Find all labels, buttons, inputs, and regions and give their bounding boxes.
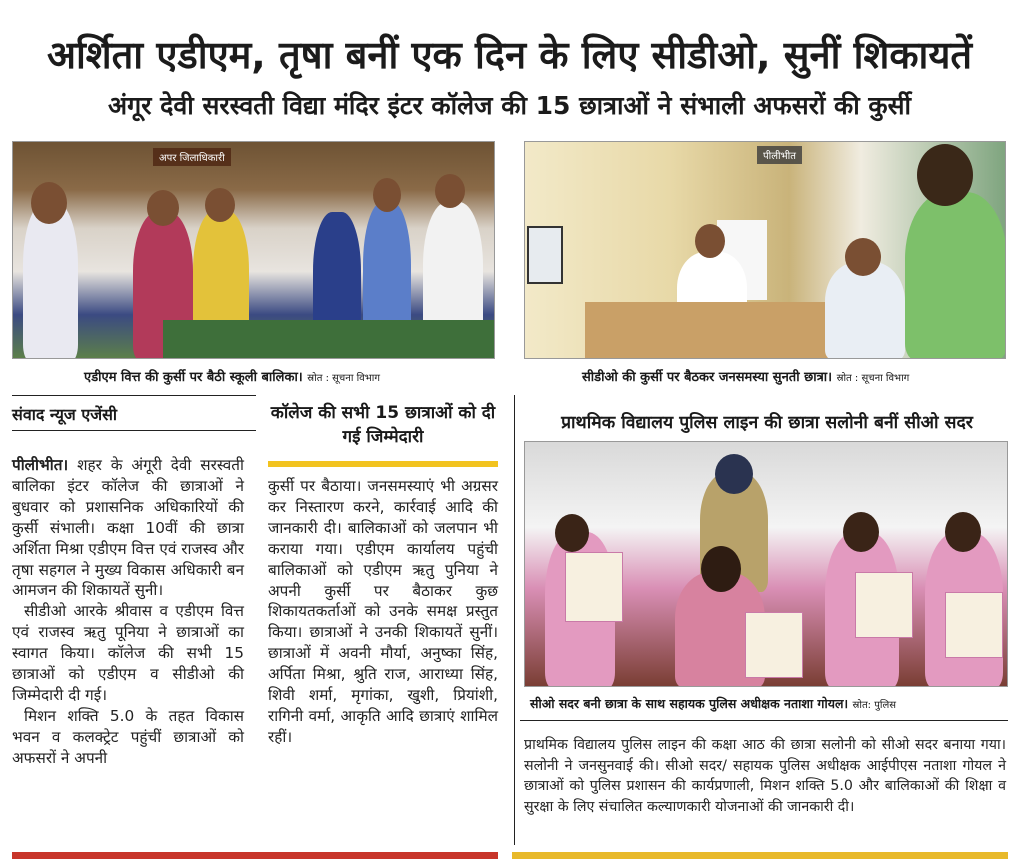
photo1-caption [84,367,380,385]
student-at-desk-head [695,224,725,258]
student-head-3 [435,174,465,208]
officer-cap [715,454,753,494]
computer-monitor [527,226,563,284]
mid-heading-bar [268,461,498,467]
vertical-rule [514,395,515,845]
photo2-caption-text: सीडीओ की कुर्सी पर बैठकर जनसमस्या सुनती छात्रा। [582,370,833,385]
photo3-caption [530,695,896,712]
right-story-body: प्राथमिक विद्यालय पुलिस लाइन की कक्षा आठ की छात्रा सलोनी को सीओ सदर बनाया गया। सलोनी ने जनसुनवाई की। सीओ सदर/ सहायक पुलिस अधीक्षक आईपीएस नताशा गोयल ने छात्राओं को पुलिस प्रशासन की कार्यप्रणाली, मिशन शक्ति 5.0 और बालिकाओं की शिक्षा व सुरक्षा के लिए संचालित कल्याणकारी योजनाओं की जानकारी दी। [524,737,1006,815]
bottom-red-bar [12,852,498,859]
subheadline: अंगूर देवी सरस्वती विद्या मंदिर इंटर कॉलेज की 15 छात्राओं ने संभाली अफसरों की कुर्सी [108,91,911,120]
booklet-3 [855,572,913,638]
photo3-source: स्रोत: पुलिस [852,700,897,711]
right-story-heading: प्राथमिक विद्यालय पुलिस लाइन की छात्रा सलोनी बनीं सीओ सदर [561,413,973,433]
girl-head-3 [945,512,981,552]
booklet-4 [945,592,1003,658]
agency-name: संवाद न्यूज एजेंसी [12,405,118,424]
column-2-para-1: कुर्सी पर बैठाया। जनसमस्याएं भी अग्रसर कर निस्तारण करने, कार्रवाई आदि की जानकारी दी। बालिकाओं को जलपान भी कराया गया। एडीएम कार्यालय पहुंची बालिकाओं को एडीएम ऋतु पुनिया ने अपनी कुर्सी पर बैठाकर कुछ शिकायतकर्ताओं को उनके समक्ष प्रस्तुत किया। छात्राओं ने उनकी शिकायतें सुनीं। छात्राओं में अवनी मौर्या, अनुष्का सिंह, अर्पिता मिश्रा, श्रुति राज, आराध्या सिंह, शिवी शर्मा, मृगांका, खुशी, प्रियांशी, रागिनी वर्मा, आकृति आदि छात्राएं शामिल रहीं। [268,477,498,746]
caption-rule [520,720,1008,721]
girl-head [555,514,589,552]
student-head-2 [373,178,401,212]
photo-cdo-office [524,141,1006,359]
student-head [31,182,67,224]
column-1 [12,455,244,769]
photo1-source: स्रोत : सूचना विभाग [307,373,380,384]
complainant-figure [905,192,1006,359]
photo2-source: स्रोत : सूचना विभाग [836,373,910,384]
booklet-2 [745,612,803,678]
bottom-yellow-bar [512,852,1008,859]
column-1-para-3: मिशन शक्ति 5.0 के तहत विकास भवन व कलक्ट्रेट पहुंचीं छात्राओं को अफसरों ने अपनी [12,706,244,767]
mid-heading: कॉलेज की सभी 15 छात्राओं को दी गई जिम्मेदारी [270,403,496,447]
complainant-head [917,144,973,206]
column-rule [12,395,256,396]
desk [163,320,495,359]
photo-adm-office [12,141,495,359]
office-sign-2: पीलीभीत [757,146,802,164]
dateline: पीलीभीत। [12,456,69,474]
booklet [565,552,623,622]
teacher-head-2 [205,188,235,222]
teacher-head [147,190,179,226]
column-1-para-1: शहर के अंगूरी देवी सरस्वती बालिका इंटर कॉलेज की छात्राओं ने बुधवार को प्रशासनिक अधिकारियों की कुर्सी संभाली। कक्षा 10वीं की छात्रा अर्शिता मिश्रा एडीएम वित्त एवं राजस्व और तृषा सहगल ने मुख्य विकास अधिकारी बन आमजन की शिकायतें सुनी। [12,456,244,600]
column-2 [268,476,498,748]
headline: अर्शिता एडीएम, तृषा बनीं एक दिन के लिए सीडीओ, सुनीं शिकायतें [46,33,973,77]
column-1-para-2: सीडीओ आरके श्रीवास व एडीएम वित्त एवं राजस्व ऋतु पूनिया ने छात्राओं का स्वागत किया। कॉलेज की सभी 15 छात्राओं को एडीएम व सीडीओ की जिम्मेदारी दी गई। [12,602,244,704]
photo1-caption-text: एडीएम वित्त की कुर्सी पर बैठी स्कूली बालिका। [84,370,303,385]
column-rule-2 [12,430,256,431]
office-sign: अपर जिलाधिकारी [153,148,231,166]
visitor-head [845,238,881,276]
photo3-caption-text: सीओ सदर बनी छात्रा के साथ सहायक पुलिस अधीक्षक नताशा गोयल। [530,696,849,711]
visitor-figure [825,262,905,359]
photo2-caption [582,367,909,385]
girl-head-2 [843,512,879,552]
saloni-head [701,546,741,592]
student-figure [23,202,78,359]
photo-police-line [524,441,1008,687]
